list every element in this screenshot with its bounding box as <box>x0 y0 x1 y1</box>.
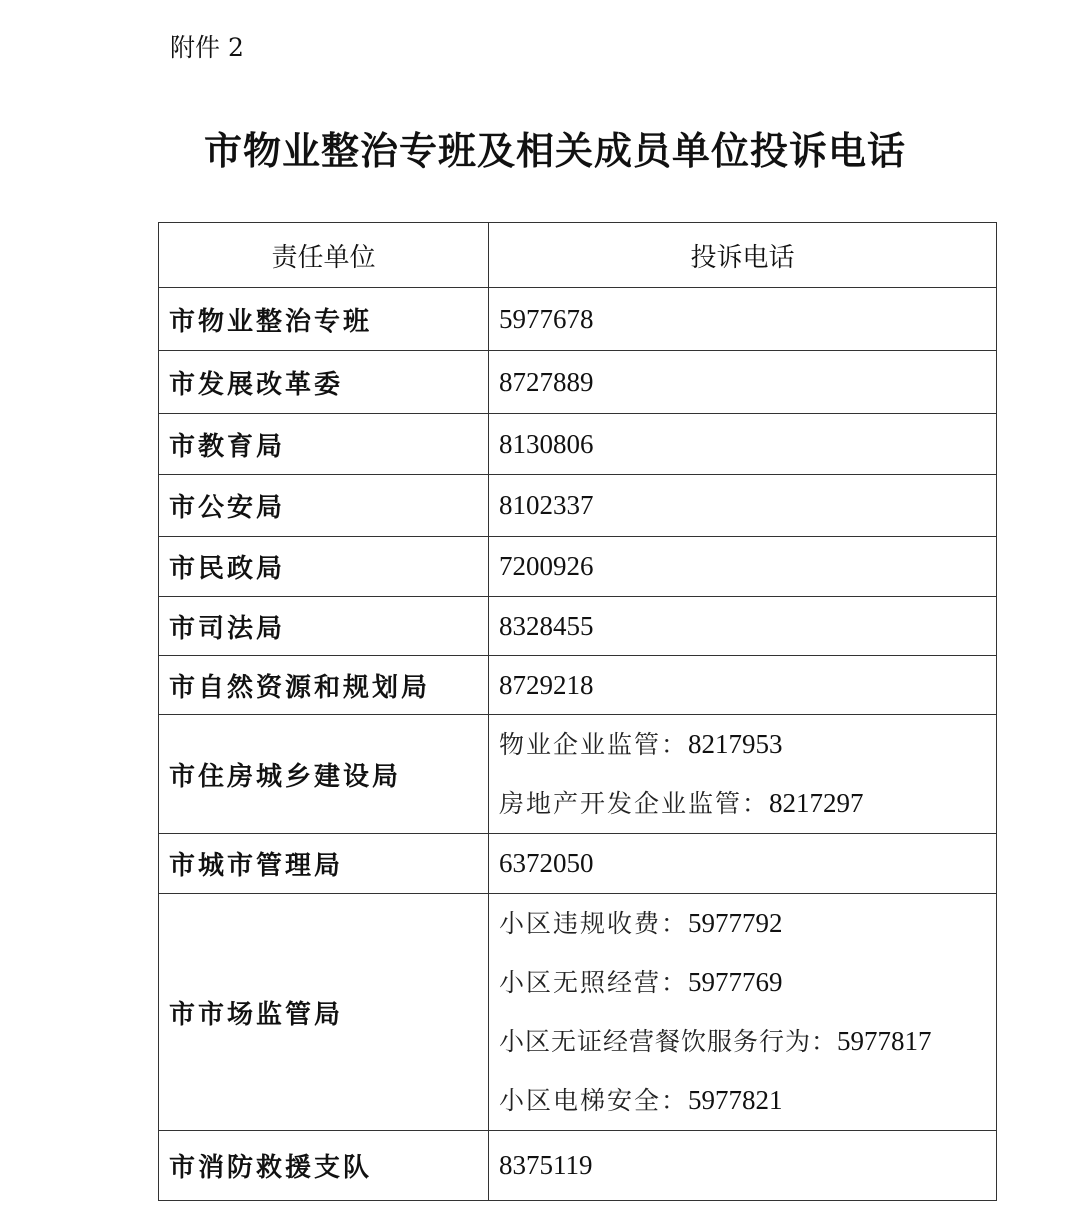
phone-cell: 8375119 <box>489 1131 997 1201</box>
table-row <box>159 656 997 715</box>
phone-line <box>499 1071 986 1130</box>
phone-line-label: 小区违规收费： <box>499 909 689 938</box>
table-row <box>159 414 997 475</box>
unit-cell: 市自然资源和规划局 <box>159 656 489 715</box>
table-row <box>159 597 997 656</box>
table-row <box>159 537 997 597</box>
phone-number: 8217297 <box>769 788 864 818</box>
phone-cell <box>489 894 997 1131</box>
phone-cell: 5977678 <box>489 288 997 351</box>
unit-cell: 市教育局 <box>159 414 489 475</box>
header-unit: 责任单位 <box>159 223 489 288</box>
table-row <box>159 1131 997 1201</box>
phone-cell: 8102337 <box>489 475 997 537</box>
unit-cell: 市消防救援支队 <box>159 1131 489 1201</box>
unit-cell: 市物业整治专班 <box>159 288 489 351</box>
header-phone: 投诉电话 <box>489 223 997 288</box>
table-row <box>159 715 997 834</box>
phone-number: 8217953 <box>688 729 783 759</box>
unit-cell: 市公安局 <box>159 475 489 537</box>
phone-line <box>499 953 986 1012</box>
unit-cell: 市市场监管局 <box>159 894 489 1131</box>
phone-cell: 8727889 <box>489 351 997 414</box>
phone-cell: 8130806 <box>489 414 997 475</box>
phone-cell: 7200926 <box>489 537 997 597</box>
attachment-label: 附件 2 <box>170 33 244 62</box>
phone-line-label: 小区电梯安全： <box>499 1086 689 1115</box>
table-header-row <box>159 223 997 288</box>
phone-line <box>499 715 986 774</box>
table-row <box>159 834 997 894</box>
phone-line-label: 房地产开发企业监管： <box>499 789 770 818</box>
phone-line <box>499 774 986 833</box>
table-row <box>159 351 997 414</box>
unit-cell: 市司法局 <box>159 597 489 656</box>
phone-cell <box>489 715 997 834</box>
phone-line <box>499 894 986 953</box>
page-title: 市物业整治专班及相关成员单位投诉电话 <box>203 129 906 173</box>
phone-number: 5977769 <box>688 967 783 997</box>
table-row <box>159 288 997 351</box>
unit-cell: 市民政局 <box>159 537 489 597</box>
unit-cell: 市城市管理局 <box>159 834 489 894</box>
unit-cell: 市住房城乡建设局 <box>159 715 489 834</box>
phone-line-label: 物业企业监管： <box>499 730 689 759</box>
phone-number: 5977817 <box>837 1026 932 1056</box>
table-row <box>159 475 997 537</box>
phone-number: 5977792 <box>688 908 783 938</box>
unit-cell: 市发展改革委 <box>159 351 489 414</box>
phone-line-label: 小区无照经营： <box>499 968 689 997</box>
phone-cell: 8729218 <box>489 656 997 715</box>
complaint-phone-table <box>158 222 997 1201</box>
phone-number: 5977821 <box>688 1085 783 1115</box>
phone-cell: 8328455 <box>489 597 997 656</box>
phone-line <box>499 1012 986 1071</box>
phone-cell: 6372050 <box>489 834 997 894</box>
phone-line-label: 小区无证经营餐饮服务行为： <box>499 1027 838 1056</box>
table-row <box>159 894 997 1131</box>
